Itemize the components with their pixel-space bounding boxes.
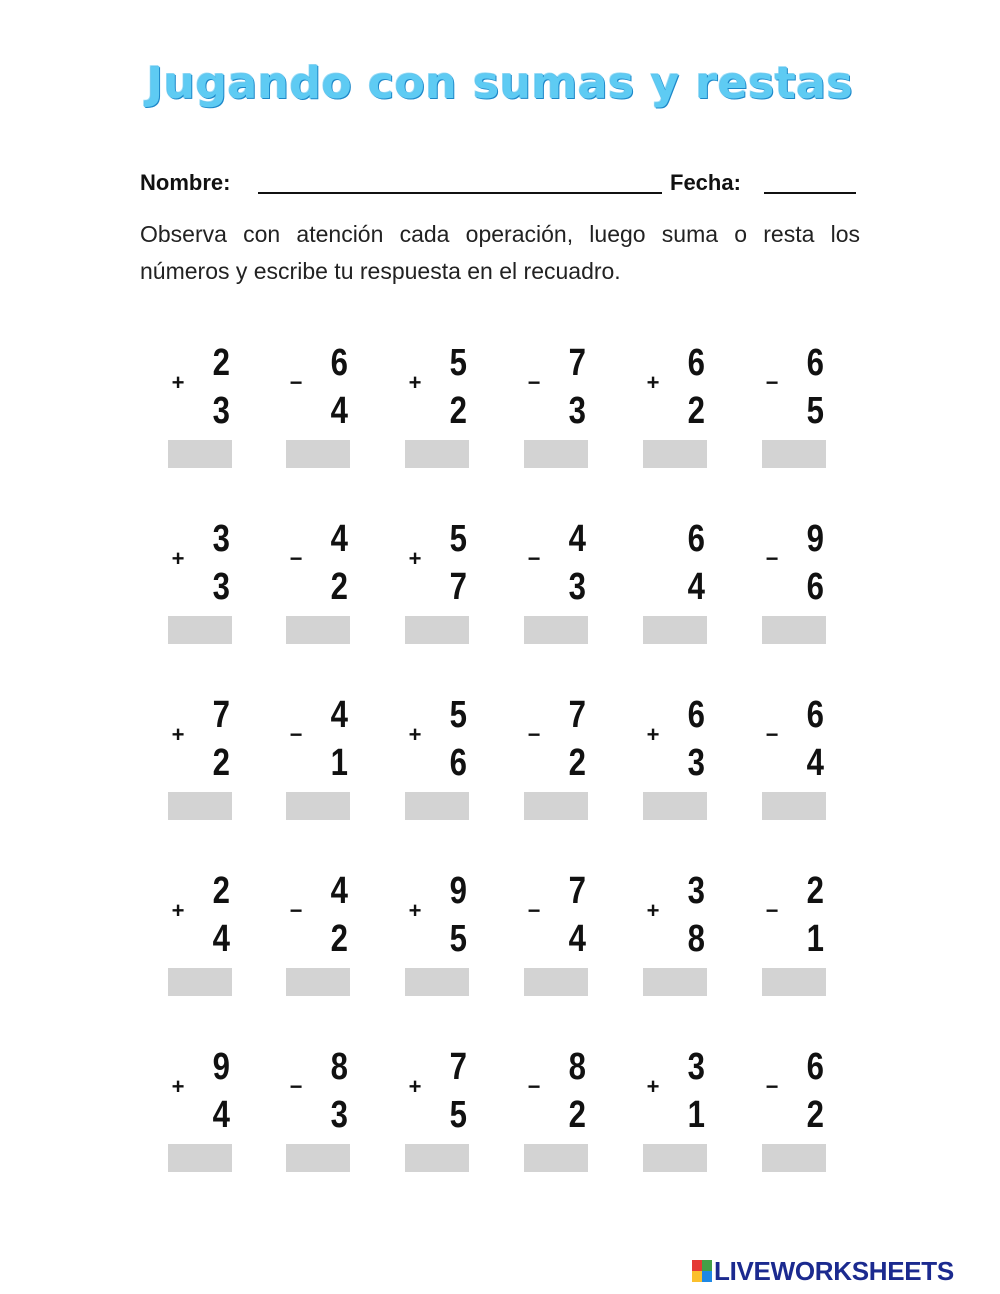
bottom-number: 8	[687, 918, 705, 960]
answer-box[interactable]	[405, 968, 469, 996]
bottom-number: 2	[806, 1094, 824, 1136]
top-number: 6	[806, 1046, 824, 1088]
math-problem	[286, 340, 366, 470]
operator-sign: +	[408, 546, 422, 571]
math-problem	[286, 516, 366, 646]
math-problem	[405, 1044, 485, 1174]
math-problem	[643, 516, 723, 646]
top-number: 3	[687, 870, 705, 912]
answer-box[interactable]	[405, 792, 469, 820]
answer-box[interactable]	[762, 1144, 826, 1172]
bottom-number: 4	[212, 918, 230, 960]
answer-box[interactable]	[168, 1144, 232, 1172]
top-number: 7	[212, 694, 230, 736]
operator-sign: −	[765, 898, 779, 923]
bottom-number: 2	[687, 390, 705, 432]
answer-box[interactable]	[762, 968, 826, 996]
answer-box[interactable]	[286, 440, 350, 468]
brand-name: LIVEWORKSHEETS	[714, 1255, 954, 1286]
top-number: 8	[568, 1046, 586, 1088]
math-problem	[405, 692, 485, 822]
liveworksheets-logo	[692, 1254, 954, 1288]
operator-sign: −	[765, 546, 779, 571]
answer-box[interactable]	[524, 968, 588, 996]
bottom-number: 6	[449, 742, 467, 784]
liveworksheets-logo-icon	[692, 1260, 712, 1282]
math-problem	[168, 1044, 248, 1174]
bottom-number: 1	[806, 918, 824, 960]
bottom-number: 1	[330, 742, 348, 784]
operator-sign: +	[171, 722, 185, 747]
answer-box[interactable]	[168, 968, 232, 996]
bottom-number: 5	[806, 390, 824, 432]
answer-box[interactable]	[762, 616, 826, 644]
answer-box[interactable]	[524, 1144, 588, 1172]
math-problem	[524, 516, 604, 646]
top-number: 6	[687, 694, 705, 736]
top-number: 7	[568, 694, 586, 736]
operator-sign: −	[289, 546, 303, 571]
top-number: 6	[806, 342, 824, 384]
math-problem	[286, 868, 366, 998]
top-number: 7	[449, 1046, 467, 1088]
operator-sign: −	[527, 546, 541, 571]
top-number: 5	[449, 342, 467, 384]
math-problem	[524, 340, 604, 470]
operator-sign: −	[289, 722, 303, 747]
math-problem	[405, 340, 485, 470]
answer-box[interactable]	[168, 792, 232, 820]
operator-sign: −	[527, 898, 541, 923]
operator-sign: +	[646, 1074, 660, 1099]
bottom-number: 2	[568, 742, 586, 784]
top-number: 7	[568, 870, 586, 912]
math-problem	[762, 1044, 842, 1174]
top-number: 4	[330, 518, 348, 560]
operator-sign: −	[289, 898, 303, 923]
math-problem	[524, 1044, 604, 1174]
answer-box[interactable]	[168, 440, 232, 468]
top-number: 5	[449, 518, 467, 560]
answer-box[interactable]	[168, 616, 232, 644]
bottom-number: 5	[449, 918, 467, 960]
answer-box[interactable]	[643, 968, 707, 996]
answer-box[interactable]	[405, 440, 469, 468]
bottom-number: 2	[212, 742, 230, 784]
bottom-number: 1	[687, 1094, 705, 1136]
bottom-number: 2	[330, 566, 348, 608]
math-problem	[762, 692, 842, 822]
math-problem	[762, 516, 842, 646]
answer-box[interactable]	[405, 1144, 469, 1172]
math-problem	[524, 692, 604, 822]
operator-sign: +	[408, 898, 422, 923]
operator-sign: −	[289, 1074, 303, 1099]
operator-sign: −	[527, 370, 541, 395]
answer-box[interactable]	[286, 968, 350, 996]
operator-sign: +	[408, 370, 422, 395]
operator-sign: +	[171, 1074, 185, 1099]
answer-box[interactable]	[762, 792, 826, 820]
math-problem	[168, 868, 248, 998]
operator-sign: −	[765, 722, 779, 747]
top-number: 9	[212, 1046, 230, 1088]
bottom-number: 4	[330, 390, 348, 432]
answer-box[interactable]	[643, 792, 707, 820]
bottom-number: 4	[687, 566, 705, 608]
operator-sign: −	[289, 370, 303, 395]
top-number: 3	[687, 1046, 705, 1088]
bottom-number: 5	[449, 1094, 467, 1136]
math-problem	[762, 340, 842, 470]
bottom-number: 3	[330, 1094, 348, 1136]
math-problem	[168, 516, 248, 646]
top-number: 7	[568, 342, 586, 384]
answer-box[interactable]	[643, 616, 707, 644]
math-problem	[405, 868, 485, 998]
bottom-number: 3	[568, 566, 586, 608]
top-number: 9	[806, 518, 824, 560]
top-number: 6	[687, 518, 705, 560]
math-problem	[168, 340, 248, 470]
answer-box[interactable]	[286, 792, 350, 820]
answer-box[interactable]	[286, 616, 350, 644]
top-number: 6	[687, 342, 705, 384]
operator-sign: −	[765, 370, 779, 395]
top-number: 2	[806, 870, 824, 912]
operator-sign: −	[527, 1074, 541, 1099]
top-number: 8	[330, 1046, 348, 1088]
math-problem	[286, 692, 366, 822]
bottom-number: 3	[212, 390, 230, 432]
name-label: Nombre:	[140, 170, 231, 195]
date-label: Fecha:	[670, 170, 741, 195]
bottom-number: 7	[449, 566, 467, 608]
top-number: 3	[212, 518, 230, 560]
operator-sign: +	[646, 898, 660, 923]
operator-sign: +	[171, 370, 185, 395]
math-problem	[643, 692, 723, 822]
answer-box[interactable]	[524, 616, 588, 644]
answer-box[interactable]	[286, 1144, 350, 1172]
math-problem	[643, 868, 723, 998]
operator-sign: +	[646, 722, 660, 747]
top-number: 6	[806, 694, 824, 736]
math-problem	[286, 1044, 366, 1174]
top-number: 5	[449, 694, 467, 736]
answer-box[interactable]	[524, 440, 588, 468]
math-problem	[168, 692, 248, 822]
top-number: 2	[212, 342, 230, 384]
answer-box[interactable]	[405, 616, 469, 644]
math-problem	[643, 1044, 723, 1174]
answer-box[interactable]	[762, 440, 826, 468]
operator-sign: +	[408, 722, 422, 747]
bottom-number: 3	[687, 742, 705, 784]
top-number: 9	[449, 870, 467, 912]
top-number: 4	[568, 518, 586, 560]
top-number: 2	[212, 870, 230, 912]
bottom-number: 4	[806, 742, 824, 784]
worksheet-title: Jugando con sumas y restas	[146, 58, 854, 109]
answer-box[interactable]	[643, 1144, 707, 1172]
instructions-text: Observa con atención cada operación, luego suma o resta los números y escribe tu respuesta en el recuadro.	[140, 221, 860, 284]
operator-sign: +	[408, 1074, 422, 1099]
top-number: 4	[330, 870, 348, 912]
bottom-number: 3	[568, 390, 586, 432]
math-problem	[762, 868, 842, 998]
math-problem	[524, 868, 604, 998]
operator-sign: +	[171, 898, 185, 923]
bottom-number: 3	[212, 566, 230, 608]
math-problem	[405, 516, 485, 646]
operator-sign: −	[527, 722, 541, 747]
bottom-number: 2	[330, 918, 348, 960]
bottom-number: 6	[806, 566, 824, 608]
math-problem	[643, 340, 723, 470]
bottom-number: 4	[212, 1094, 230, 1136]
top-number: 6	[330, 342, 348, 384]
bottom-number: 2	[449, 390, 467, 432]
operator-sign: +	[646, 370, 660, 395]
bottom-number: 4	[568, 918, 586, 960]
operator-sign: +	[171, 546, 185, 571]
answer-box[interactable]	[524, 792, 588, 820]
top-number: 4	[330, 694, 348, 736]
operator-sign: −	[765, 1074, 779, 1099]
bottom-number: 2	[568, 1094, 586, 1136]
answer-box[interactable]	[643, 440, 707, 468]
